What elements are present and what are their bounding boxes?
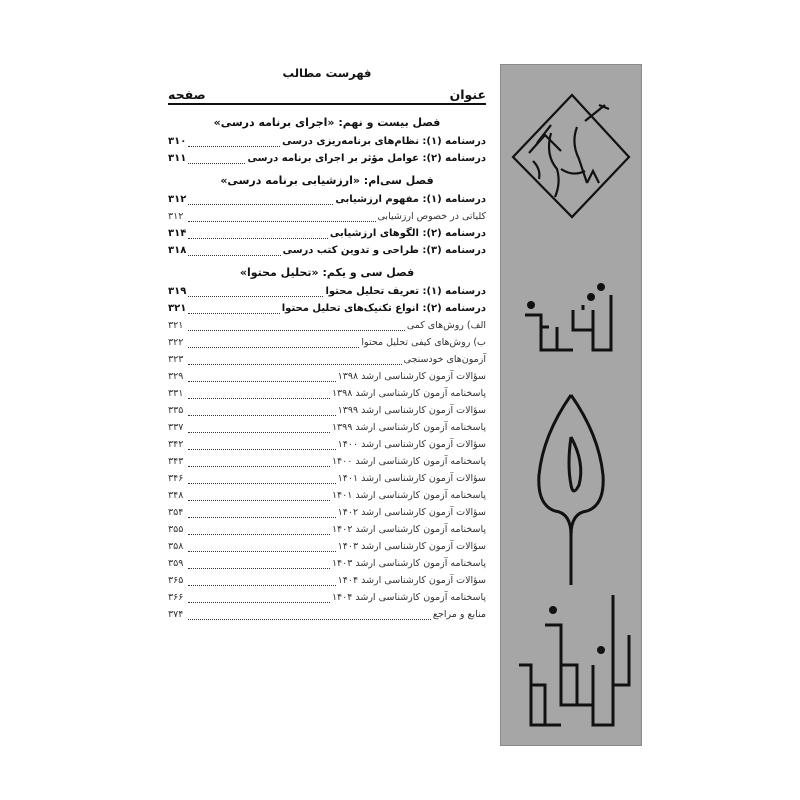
toc-entry-title: درسنامه (۲): عوامل مؤثر بر اجرای برنامه درسی xyxy=(247,153,486,164)
toc-entry[interactable] xyxy=(168,283,486,300)
dot-leader xyxy=(188,203,333,205)
dot-leader xyxy=(188,363,402,365)
toc-entry-title: پاسخنامه آزمون کارشناسی ارشد ۱۴۰۰ xyxy=(331,456,486,467)
toc-entry-title: درسنامه (۳): طراحی و تدوین کتب درسی xyxy=(282,245,486,256)
dot-leader xyxy=(188,465,330,467)
toc-entry[interactable] xyxy=(168,453,486,470)
toc-entry[interactable] xyxy=(168,572,486,589)
toc-entry-page: ۳۵۹ xyxy=(168,558,184,569)
chapter-heading: فصل سی‌ام: «ارزشیابی برنامه درسی» xyxy=(220,174,434,187)
dot-leader xyxy=(188,397,330,399)
toc-entry-page: ۳۵۵ xyxy=(168,524,184,535)
dot-leader xyxy=(188,145,280,147)
dot-leader xyxy=(188,237,328,239)
dot-leader xyxy=(188,618,431,620)
toc-entry-title: پاسخنامه آزمون کارشناسی ارشد ۱۴۰۱ xyxy=(331,490,486,501)
toc-entry-page: ۳۲۱ xyxy=(168,303,187,314)
dot-leader xyxy=(188,414,336,416)
dot-leader xyxy=(188,329,405,331)
publisher-banner xyxy=(500,64,642,746)
toc-entry-page: ۳۲۳ xyxy=(168,354,184,365)
toc-entry[interactable] xyxy=(168,402,486,419)
toc-entry[interactable] xyxy=(168,300,486,317)
dot-leader xyxy=(188,346,359,348)
toc-entry-title: سؤالات آزمون کارشناسی ارشد ۱۳۹۸ xyxy=(337,371,486,382)
toc-entry-title: سؤالات آزمون کارشناسی ارشد ۱۴۰۱ xyxy=(337,473,486,484)
toc-entry-title: درسنامه (۱): مفهوم ارزشیابی xyxy=(335,194,486,205)
toc-entry-title: پاسخنامه آزمون کارشناسی ارشد ۱۴۰۴ xyxy=(331,592,486,603)
toc-entry-title: درسنامه (۲): انواع تکنیک‌های تحلیل محتوا xyxy=(281,303,486,314)
dot-leader xyxy=(188,584,336,586)
toc-entry[interactable] xyxy=(168,317,486,334)
dot-leader xyxy=(188,601,330,603)
toc-entry-page: ۳۵۴ xyxy=(168,507,184,518)
toc-entry-title: پاسخنامه آزمون کارشناسی ارشد ۱۳۹۹ xyxy=(331,422,486,433)
toc-entry-page: ۳۲۹ xyxy=(168,371,184,382)
toc-entry-page: ۳۶۵ xyxy=(168,575,184,586)
toc-entry-page: ۳۴۸ xyxy=(168,490,184,501)
toc-entry-page: ۳۱۱ xyxy=(168,153,187,164)
toc-entry-title: سؤالات آزمون کارشناسی ارشد ۱۳۹۹ xyxy=(337,405,486,416)
toc-entry-page: ۳۶۶ xyxy=(168,592,184,603)
dot-leader xyxy=(188,295,323,297)
toc-entry[interactable] xyxy=(168,606,486,623)
column-page-label: صفحه xyxy=(168,87,206,102)
toc-entry-page: ۳۱۸ xyxy=(168,245,187,256)
dot-leader xyxy=(188,162,245,164)
dot-leader xyxy=(188,448,336,450)
toc-entry[interactable] xyxy=(168,521,486,538)
dot-leader xyxy=(188,499,330,501)
toc-entry[interactable] xyxy=(168,419,486,436)
toc-body xyxy=(168,113,486,623)
toc-entry-title: سؤالات آزمون کارشناسی ارشد ۱۴۰۳ xyxy=(337,541,486,552)
toc-column-header xyxy=(168,84,486,105)
toc-entry-title: الف) روش‌های کمی xyxy=(406,320,486,331)
toc-entry-page: ۳۱۲ xyxy=(168,211,184,222)
toc-entry[interactable] xyxy=(168,191,486,208)
toc-entry-page: ۳۵۸ xyxy=(168,541,184,552)
dot-leader xyxy=(188,516,336,518)
toc-entry-title: منابع و مراجع xyxy=(432,609,486,620)
toc-entry[interactable] xyxy=(168,487,486,504)
toc-entry-title: کلیاتی در خصوص ارزشیابی xyxy=(377,211,486,222)
toc-entry[interactable] xyxy=(168,150,486,167)
toc-entry-title: پاسخنامه آزمون کارشناسی ارشد ۱۴۰۲ xyxy=(331,524,486,535)
toc-entry[interactable] xyxy=(168,555,486,572)
toc-entry-page: ۳۱۲ xyxy=(168,194,187,205)
toc-entry[interactable] xyxy=(168,589,486,606)
toc-entry-title: سؤالات آزمون کارشناسی ارشد ۱۴۰۰ xyxy=(337,439,486,450)
toc-entry-title: ب) روش‌های کیفی تحلیل محتوا xyxy=(361,337,486,348)
dot-leader xyxy=(188,533,330,535)
dot-leader xyxy=(188,482,336,484)
toc-entry[interactable] xyxy=(168,208,486,225)
dot-leader xyxy=(188,567,330,569)
toc-entry-page: ۳۱۴ xyxy=(168,228,187,239)
toc-entry-title: آزمون‌های خودسنجی xyxy=(403,354,486,365)
toc-entry-page: ۳۳۷ xyxy=(168,422,184,433)
dot-leader xyxy=(188,550,336,552)
toc-entry-title: سؤالات آزمون کارشناسی ارشد ۱۴۰۲ xyxy=(337,507,486,518)
toc-entry-title: سؤالات آزمون کارشناسی ارشد ۱۴۰۴ xyxy=(337,575,486,586)
toc-entry-page: ۳۲۱ xyxy=(168,320,184,331)
dot-leader xyxy=(188,220,376,222)
toc-entry-title: درسنامه (۱): تعریف تحلیل محتوا xyxy=(325,286,486,297)
toc-entry-page: ۳۴۶ xyxy=(168,473,184,484)
toc-entry-page: ۳۳۱ xyxy=(168,388,184,399)
dot-leader xyxy=(188,312,279,314)
toc-entry[interactable] xyxy=(168,242,486,259)
toc-entry[interactable] xyxy=(168,351,486,368)
toc-entry-page: ۳۳۵ xyxy=(168,405,184,416)
toc-entry[interactable] xyxy=(168,133,486,150)
toc-entry-page: ۳۲۲ xyxy=(168,337,184,348)
column-title-label: عنوان xyxy=(449,87,486,102)
toc-entry[interactable] xyxy=(168,385,486,402)
toc-entry[interactable] xyxy=(168,436,486,453)
chapter-heading: فصل بیست و نهم: «اجرای برنامه درسی» xyxy=(213,116,441,129)
toc-entry[interactable] xyxy=(168,225,486,242)
toc-entry-page: ۳۱۹ xyxy=(168,286,187,297)
publisher-logo-icon xyxy=(501,65,643,747)
chapter-heading: فصل سی و یکم: «تحلیل محتوا» xyxy=(239,266,415,279)
toc-entry[interactable] xyxy=(168,334,486,351)
toc-entry-page: ۳۷۴ xyxy=(168,609,184,620)
toc-entry[interactable] xyxy=(168,504,486,521)
toc-entry-title: درسنامه (۲): الگوهای ارزشیابی xyxy=(329,228,486,239)
toc-entry[interactable] xyxy=(168,538,486,555)
toc-entry[interactable] xyxy=(168,470,486,487)
toc-entry-title: درسنامه (۱): نظام‌های برنامه‌ریزی درسی xyxy=(282,136,486,147)
toc-entry-title: پاسخنامه آزمون کارشناسی ارشد ۱۳۹۸ xyxy=(331,388,486,399)
toc-entry-page: ۳۴۳ xyxy=(168,456,184,467)
dot-leader xyxy=(188,431,330,433)
toc-entry-title: پاسخنامه آزمون کارشناسی ارشد ۱۴۰۳ xyxy=(331,558,486,569)
toc-entry[interactable] xyxy=(168,368,486,385)
table-of-contents xyxy=(168,62,486,623)
toc-entry-page: ۳۴۲ xyxy=(168,439,184,450)
dot-leader xyxy=(188,254,280,256)
toc-entry-page: ۳۱۰ xyxy=(168,136,187,147)
dot-leader xyxy=(188,380,336,382)
toc-title: فهرست مطالب xyxy=(282,66,372,80)
